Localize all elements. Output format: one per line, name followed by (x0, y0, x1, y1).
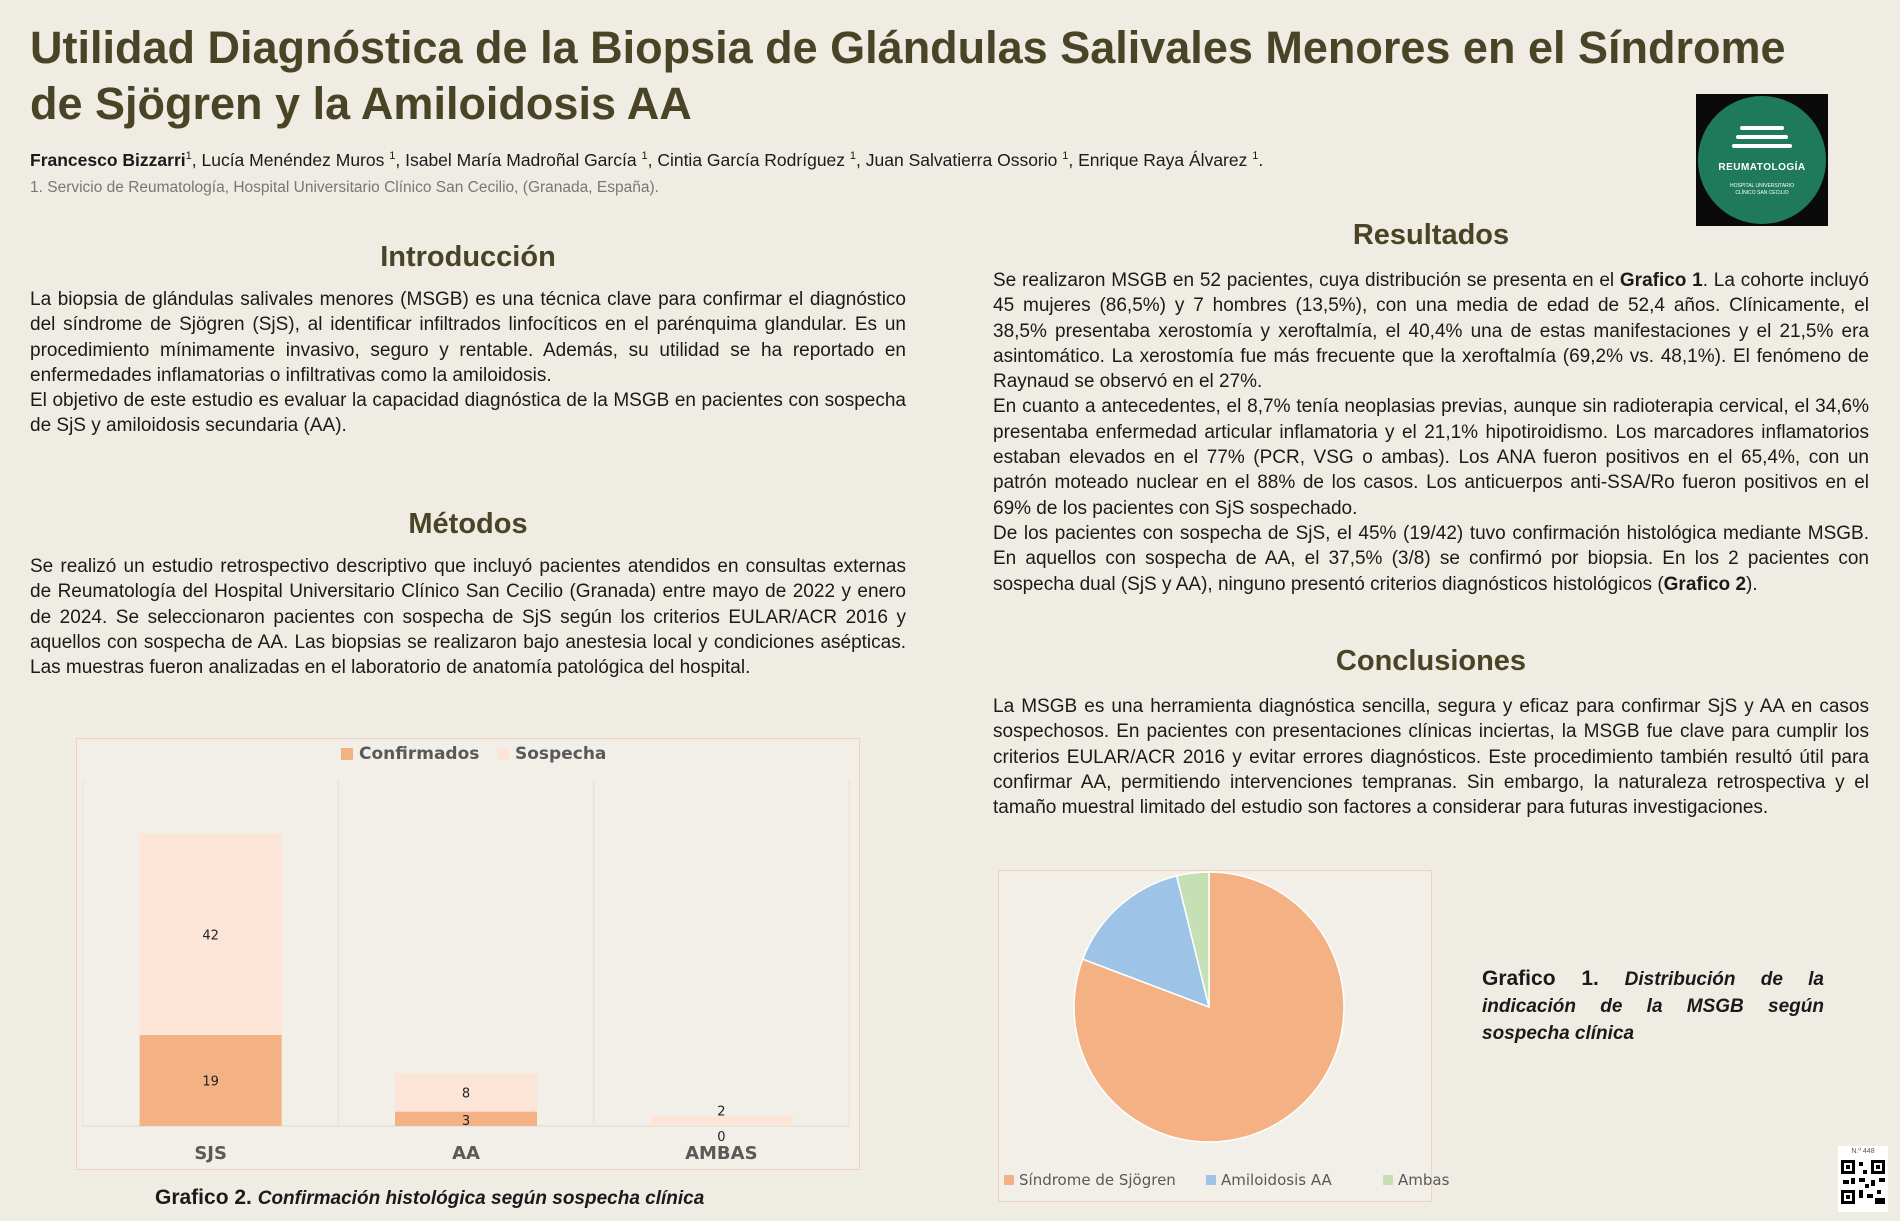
intro-paragraph-2: El objetivo de este estudio es evaluar la capacidad diagnóstica de la MSGB en pacientes con sospecha de SjS y amiloidosis secundaria (AA). (30, 390, 906, 437)
logo-subtext: HOSPITAL UNIVERSITARIO CLÍNICO SAN CECILIO (1729, 182, 1795, 196)
pie-legend-swatch-0 (1004, 1175, 1014, 1185)
bar-chart-plot (77, 739, 861, 1171)
author-affiliation-mark: 1 (389, 150, 396, 163)
pie-legend-label-1: Amiloidosis AA (1221, 1171, 1332, 1189)
grafico-2-title: Confirmación histológica según sospecha clínica (257, 1188, 705, 1209)
affiliation: 1. Servicio de Reumatología, Hospital Universitario Clínico San Cecilio, (Granada, España). (30, 179, 659, 196)
category-label-aa: AA (452, 1143, 480, 1164)
author-affiliation-mark: 1 (185, 150, 192, 163)
pie-legend-swatch-2 (1383, 1175, 1393, 1185)
pie-chart (998, 870, 1450, 1202)
author-affiliation-mark: 1 (849, 150, 857, 163)
author-affiliation-mark: 1 (1062, 150, 1069, 163)
author-affiliation-mark: 1 (1252, 150, 1259, 163)
conclusions-paragraph: La MSGB es una herramienta diagnóstica sencilla, segura y eficaz para confirmar SjS y AA en casos sospechosos. En pacientes con presentaciones clínicas inciertas, la MSGB fue clave para cumplir los criterios EULAR/ACR 2016 y evitar errores diagnósticos. Este procedimiento también resultó útil para confirmar AA, permitiendo intervenciones tempranas. Sin embargo, la naturaleza retrospectiva y el tamaño muestral limitado del estudio son factores a considerar para futuras investigaciones. (993, 696, 1869, 819)
author-name: Francesco Bizzarri (30, 150, 186, 170)
data-label-sospecha-aa: 8 (461, 1086, 471, 1102)
category-label-ambas: AMBAS (685, 1143, 758, 1164)
pie-legend-label-2: Ambas (1398, 1171, 1450, 1189)
grafico-1-caption (1482, 966, 1824, 1047)
results-paragraph-2: En cuanto a antecedentes, el 8,7% tenía neoplasias previas, aunque sin radioterapia cervical, el 34,6% presentaba enfermedad articular inflamatoria y el 21,1% hipotiroidismo. Los marcadores inflamatorios estaban elevados en el 77% (PCR, VSG o ambas). Los ANA fueron positivos en el 65,4%, con un patrón moteado nuclear en el 88% de los casos. Los anticuerpos anti-SSA/Ro fueron positivos en el 69% de los pacientes con SjS sospechado. (993, 396, 1869, 519)
data-label-sospecha-sjs: 42 (202, 928, 219, 944)
conclusions-text (993, 694, 1869, 820)
results-text (993, 268, 1869, 597)
logo-building-icon (1732, 124, 1792, 154)
qr-icon (1841, 1160, 1885, 1204)
grafico-1-title: Distribución de la indicación de la MSGB según sospecha clínica (1482, 969, 1824, 1044)
author-affiliation-mark: 1 (641, 150, 648, 163)
qr-label: N.º 448 (1851, 1148, 1875, 1155)
author-name: Cintia García Rodríguez (657, 150, 850, 170)
category-label-sjs: SJS (194, 1143, 227, 1164)
author-name: Enrique Raya Álvarez (1078, 150, 1253, 170)
results-heading: Resultados (1352, 219, 1510, 251)
author-name: Juan Salvatierra Ossorio (865, 150, 1063, 170)
author-name: Isabel María Madroñal García (405, 150, 642, 170)
conclusions-heading: Conclusiones (1335, 645, 1527, 677)
pie-chart-plot (999, 871, 1450, 1203)
data-label-confirmados-aa: 3 (461, 1113, 471, 1129)
pie-legend-swatch-1 (1206, 1175, 1216, 1185)
methods-heading: Métodos (408, 508, 528, 540)
authors-line: Francesco Bizzarri$^1$, Lucía Menéndez Muros $^1$, Isabel María Madroñal García $^1$, Cintia García Rodríguez $^1$, Juan Salvatierra Ossorio $^1$, Enrique Raya Álvarez $^1$. (30, 150, 1264, 170)
results-paragraph-1: Se realizaron MSGB en 52 pacientes, cuya distribución se presenta en el Grafico 1. La cohorte incluyó 45 mujeres (86,5%) y 7 hombres (13,5%), con una media de edad de 52,4 años. Clínicamente, el 38,5% presentaba xerostomía y xeroftalmía, el 40,4% una de estas manifestaciones y el 21,5% era asintomático. La xerostomía fue más frecuente que la xeroftalmía (69,2% vs. 48,1%). El fenómeno de Raynaud se observó en el 27%. (993, 270, 1869, 393)
grafico-2-label: Grafico 2. (155, 1186, 252, 1209)
poster-title: Utilidad Diagnóstica de la Biopsia de Glándulas Salivales Menores en el Síndrome de Sjögren y la Amiloidosis AA (30, 22, 1786, 129)
bar-chart (76, 738, 860, 1170)
data-label-confirmados-ambas: 0 (717, 1130, 726, 1145)
legend-label-confirmados: Confirmados (359, 744, 480, 764)
qr-code (1838, 1146, 1888, 1212)
logo-text: REUMATOLOGÍA (1718, 161, 1806, 173)
grafico-2-caption (155, 1186, 704, 1210)
intro-paragraph-1: La biopsia de glándulas salivales menores (MSGB) es una técnica clave para confirmar el diagnóstico del síndrome de Sjögren (SjS), al identificar infiltrados linfocíticos en el parénquima glandular. Es un procedimiento mínimamente invasivo, seguro y rentable. Además, su utilidad se ha reportado en enfermedades inflamatorias o infiltrativas como la amiloidosis. (30, 289, 906, 386)
results-paragraph-3: De los pacientes con sospecha de SjS, el 45% (19/42) tuvo confirmación histológica mediante MSGB. En aquellos con sospecha de AA, el 37,5% (3/8) se confirmó por biopsia. En los 2 pacientes con sospecha dual (SjS y AA), ninguno presentó criterios diagnósticos histológicos (Grafico 2). (993, 522, 1869, 595)
hospital-logo (1696, 94, 1828, 226)
methods-text (30, 554, 906, 680)
author-name: Lucía Menéndez Muros (201, 150, 390, 170)
pie-legend-label-0: Síndrome de Sjögren (1019, 1171, 1176, 1189)
intro-heading: Introducción (380, 241, 556, 273)
methods-paragraph: Se realizó un estudio retrospectivo descriptivo que incluyó pacientes atendidos en consultas externas de Reumatología del Hospital Universitario Clínico San Cecilio (Granada) entre mayo de 2022 y enero de 2024. Se seleccionaron pacientes con sospecha de SjS según los criterios EULAR/ACR 2016 y aquellos con sospecha de AA. Las biopsias se realizaron bajo anestesia local y condiciones asépticas. Las muestras fueron analizadas en el laboratorio de anatomía patológica del hospital. (30, 556, 906, 679)
legend-label-sospecha: Sospecha (515, 744, 607, 764)
data-label-confirmados-sjs: 19 (202, 1074, 219, 1090)
intro-text (30, 287, 906, 439)
grafico-1-label: Grafico 1. (1482, 967, 1599, 990)
data-label-sospecha-ambas: 2 (717, 1104, 726, 1120)
